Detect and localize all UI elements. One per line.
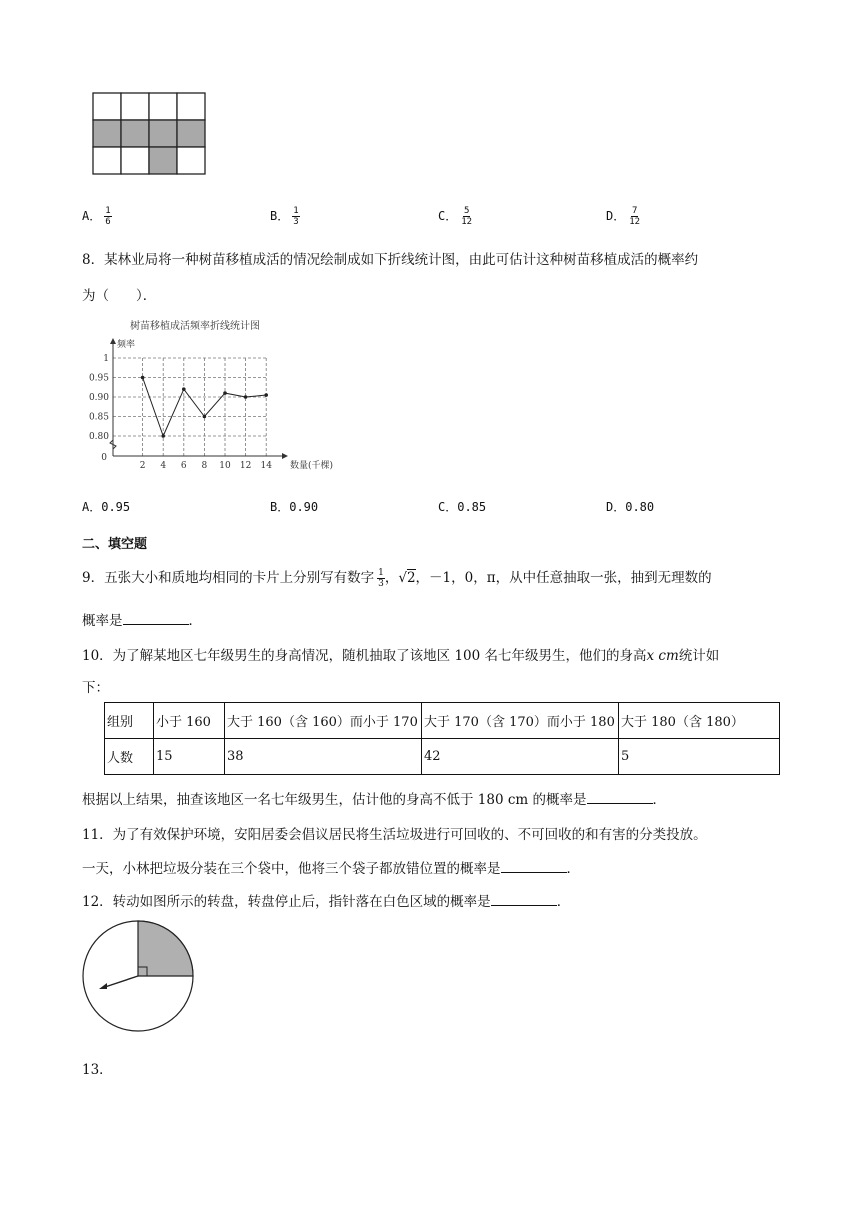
answer-blank[interactable]: [491, 893, 557, 906]
grid-cell: [177, 147, 205, 174]
chart-title: 树苗移植成活频率折线统计图: [130, 321, 260, 332]
table-cell: 5: [619, 739, 780, 775]
grid-cell: [93, 120, 121, 147]
grid-cell: [149, 120, 177, 147]
x-tick-label: 6: [180, 461, 187, 471]
table-cell: 小于 160: [154, 703, 225, 739]
q8-stem-line1: 8．某林业局将一种树苗移植成活的情况绘制成如下折线统计图，由此可估计这种树苗移植成活的概率约: [82, 252, 699, 268]
answer-blank[interactable]: [587, 791, 653, 804]
grid-cell: [93, 147, 121, 174]
y-tick-label: 0.95: [88, 373, 109, 384]
y-axis-label: 频率: [117, 340, 136, 350]
q7-option-a[interactable]: [82, 206, 112, 227]
option-label: A．: [82, 209, 102, 223]
series-line: [143, 378, 267, 437]
grid-cell: [177, 93, 205, 120]
data-point: [264, 393, 268, 397]
data-point: [161, 434, 165, 438]
y-tick-label: 0.85: [88, 412, 109, 423]
q10-question-line: 根据以上结果，抽查该地区一名七年级男生，估计他的身高不低于 180 cm 的概率是 ．: [82, 792, 667, 808]
q7-grid-figure: [92, 92, 206, 176]
data-point: [141, 376, 145, 380]
q8-option-b[interactable]: B．0.90: [270, 500, 319, 514]
answer-blank[interactable]: [501, 860, 567, 873]
grid-cell: [121, 120, 149, 147]
y-axis-arrow: [110, 338, 116, 344]
option-label: D．: [606, 209, 626, 223]
table-cell: 大于 170（含 170）而小于 180: [422, 703, 619, 739]
grid-cell: [121, 93, 149, 120]
origin-label: 0: [101, 453, 107, 463]
y-tick-label: 0.90: [88, 393, 109, 403]
sqrt-symbol: √: [398, 570, 407, 586]
variable-x-cm: x cm: [646, 648, 679, 664]
table-cell: 组别: [105, 703, 154, 739]
table-cell: 大于 180（含 180）: [619, 703, 780, 739]
y-tick-label: 0.80: [88, 432, 109, 442]
fraction: $\frac{1}{3}$: [293, 206, 299, 227]
q10-stem-line1: 10．为了解某地区七年级男生的身高情况，随机抽取了该地区 100 名七年级男生，他们的身高x cm统计如: [82, 648, 720, 664]
q8-option-a[interactable]: A．0.95: [82, 500, 131, 514]
q8-option-c[interactable]: C．0.85: [438, 500, 487, 514]
x-tick-label: 12: [239, 461, 252, 471]
option-label: C．: [438, 209, 458, 223]
q8-option-d[interactable]: D．0.80: [606, 500, 655, 514]
x-tick-label: 10: [219, 461, 231, 471]
sqrt-radicand: 2: [406, 570, 416, 586]
q10-stem-line2: 下：: [82, 680, 109, 696]
q11-stem-line2: 一天，小林把垃圾分装在三个袋中，他将三个袋子都放错位置的概率是 ．: [82, 861, 580, 877]
q7-option-b[interactable]: [270, 206, 300, 227]
grid-cell: [149, 147, 177, 174]
q7-option-c[interactable]: [438, 206, 473, 227]
grid-cell: [149, 93, 177, 120]
fraction-one-third: $\frac{1}{3}$: [378, 568, 384, 589]
section-title: 二、填空题: [82, 537, 148, 552]
option-label: B．: [270, 209, 290, 223]
table-cell: 人数: [105, 739, 154, 775]
x-axis-arrow: [282, 453, 288, 459]
q9-stem-line2: 概率是 ．: [82, 613, 202, 629]
x-tick-label: 2: [139, 461, 146, 471]
data-point: [244, 395, 248, 399]
grid-cell: [93, 93, 121, 120]
height-table: [104, 702, 780, 775]
table-cell: 大于 160（含 160）而小于 170: [225, 703, 422, 739]
table-row: [105, 703, 780, 739]
grid-cell: [177, 120, 205, 147]
x-axis-label: 数量(千棵): [290, 461, 334, 471]
table-cell: 38: [225, 739, 422, 775]
table-cell: 42: [422, 739, 619, 775]
x-tick-label: 14: [260, 461, 272, 471]
q13-label: 13．: [82, 1062, 113, 1078]
data-point: [203, 415, 207, 419]
q12-stem-line1: 12．转动如图所示的转盘，转盘停止后，指针落在白色区域的概率是 ．: [82, 894, 571, 910]
fraction: $\frac{7}{12}$: [629, 206, 641, 227]
q11-stem-line1: 11．为了有效保护环境，安阳居委会倡议居民将生活垃圾进行可回收的、不可回收的和有害的分类投放。: [82, 827, 707, 843]
spinner-shaded-sector: [138, 921, 193, 976]
spinner-figure: [80, 918, 196, 1034]
table-cell: 15: [154, 739, 225, 775]
q8-stem-line2: 为（ ）．: [82, 288, 157, 304]
x-tick-label: 8: [201, 461, 208, 471]
q9-stem-line1: 9．五张大小和质地均相同的卡片上分别写有数字 $\frac{1}{3}$ ，√2，－1，0，π，从中任意抽取一张，抽到无理数的: [82, 568, 712, 589]
data-point: [182, 387, 186, 391]
x-tick-label: 4: [160, 461, 167, 471]
fraction: $\frac{5}{12}$: [461, 206, 473, 227]
fraction: $\frac{1}{6}$: [105, 206, 111, 227]
data-point: [223, 391, 227, 395]
answer-blank[interactable]: [123, 612, 189, 625]
grid-cell: [121, 147, 149, 174]
y-tick-label: 1: [103, 354, 109, 364]
q7-option-d[interactable]: [606, 206, 641, 227]
table-row: [105, 739, 780, 775]
frequency-line-chart: [84, 316, 344, 474]
